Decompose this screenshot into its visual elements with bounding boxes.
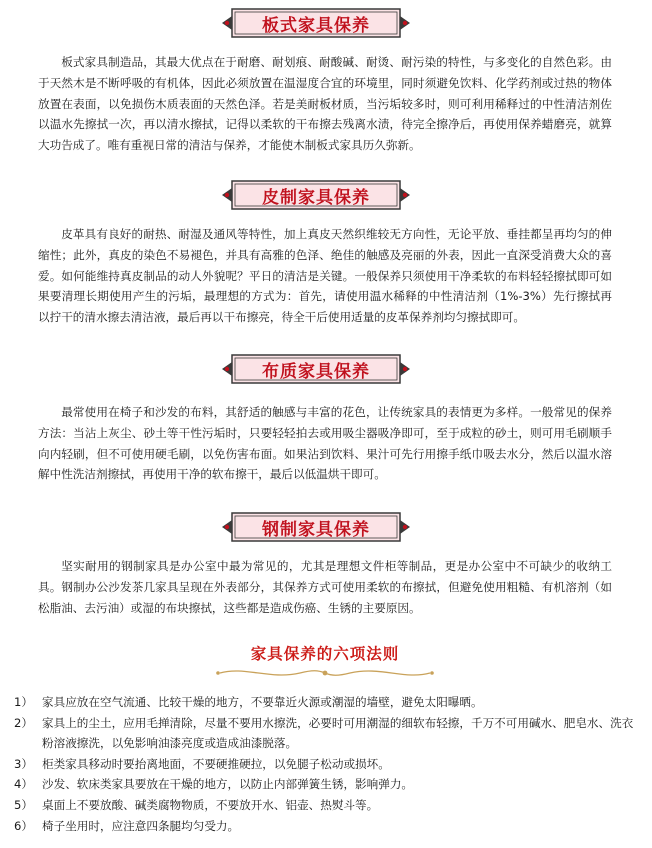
section-body: 最常使用在椅子和沙发的布料，其舒适的触感与丰富的花色，让传统家具的表情更为多样。一般常见的保养方法：当沾上灰尘、砂土等干性污垢时，只要轻轻拍去或用吸尘器吸净即可，至于成粒的砂土，则可用毛刷顺手向内轻刷，但不可使用硬毛刷，以免伤害布面。如果沾到饮料、果汁可先行用擦手纸巾吸去水分，然后以温水溶解中性洗洁剂擦拭，再使用干净的软布擦干，最后以低温烘干即可。	[38, 405, 612, 482]
rule-text: 椅子坐用时，应注意四条腿均匀受力。	[42, 818, 240, 833]
section-banner-steel	[218, 510, 414, 544]
rule-number: 4）	[14, 777, 33, 792]
section-body: 皮革具有良好的耐热、耐湿及通风等特性，加上真皮天然织维较无方向性，无论平放、垂挂都呈再均匀的伸缩性；此外，真皮的染色不易褪色，并具有高雅的色泽、绝佳的触感及亮丽的外表，因此一直深受消费大众的喜爱。如何能维持真皮制品的动人外貌呢？平日的清洁是关键。一般保养只须使用干净柔软的布料轻轻擦拭即可如果要清理长期使用产生的污垢，最理想的方式为：首先，请使用温水稀释的中性清洁剂（1%-3%）先行擦拭再以拧干的清水擦去清洁液，最后再以干布擦亮，待全干后使用适量的皮革保养剂均匀擦拭即可。	[38, 227, 612, 325]
rule-number: 5）	[14, 797, 33, 812]
rules-title: 家具保养的六项法则	[250, 645, 400, 663]
ornament-swirl-icon	[200, 664, 450, 682]
list-item	[14, 795, 638, 816]
rules-list	[14, 692, 638, 836]
rule-number: 1）	[14, 695, 33, 709]
list-item	[14, 692, 638, 713]
rule-number: 3）	[14, 756, 33, 771]
section-title: 布质家具保养	[262, 361, 370, 382]
section-title: 板式家具保养	[262, 15, 370, 36]
rule-text: 沙发、软床类家具要放在干燥的地方，以防止内部弹簧生锈，影响弹力。	[42, 777, 414, 792]
rule-text: 柜类家具移动时要抬离地面，不要硬推硬拉，以免腿子松动或损坏。	[42, 756, 390, 771]
section-body: 坚实耐用的钢制家具是办公室中最为常见的，尤其是理想文件柜等制品，更是办公室中不可缺少的收纳工具。钢制办公沙发茶几家具呈现在外表部分，其保养方式可使用柔软的布擦拭，但避免使用粗糙、有机溶剂（如松脂油、去污油）或湿的布块擦拭，这些都是造成伤癌、生锈的主要原因。	[38, 559, 612, 615]
rule-text: 家具上的尘土，应用毛掸清除，尽量不要用水擦洗，必要时可用潮湿的细软布轻擦，千万不可用碱水、肥皂水、洗衣粉溶液擦洗，以免影响油漆亮度或造成油漆脱落。	[42, 715, 634, 751]
section-title: 钢制家具保养	[262, 519, 370, 540]
section-banner-panel	[218, 6, 414, 40]
rule-number: 2）	[14, 715, 33, 730]
rule-text: 桌面上不要放酸、碱类腐物物质，不要放开水、铝壶、热熨斗等。	[42, 797, 379, 812]
list-item	[14, 754, 638, 775]
rules-heading	[200, 640, 450, 684]
list-item	[14, 713, 638, 754]
section-banner-leather	[218, 178, 414, 212]
list-item	[14, 774, 638, 795]
list-item	[14, 816, 638, 837]
section-banner-fabric	[218, 352, 414, 386]
section-title: 皮制家具保养	[262, 187, 370, 208]
rule-text: 家具应放在空气流通、比较干燥的地方，不要靠近火源或潮湿的墙壁，避免太阳曝晒。	[42, 695, 483, 709]
section-body: 板式家具制造品，其最大优点在于耐磨、耐划痕、耐酸碱、耐烫、耐污染的特性，与多变化的自然色彩。由于天然木是不断呼吸的有机体，因此必须放置在温湿度合宜的环境里，同时须避免饮料、化学药剂或过热的物体放置在表面，以免损伤木质表面的天然色泽。若是美耐板材质，当污垢较多时，则可利用稀释过的中性清洁剂佐以温水先擦拭一次，再以清水擦拭，记得以柔软的干布擦去残离水渍，待完全擦净后，再使用保养蜡磨亮，就算大功告成了。唯有重视日常的清洁与保养，才能使木制板式家具历久弥新。	[38, 55, 612, 153]
rule-number: 6）	[14, 818, 33, 833]
